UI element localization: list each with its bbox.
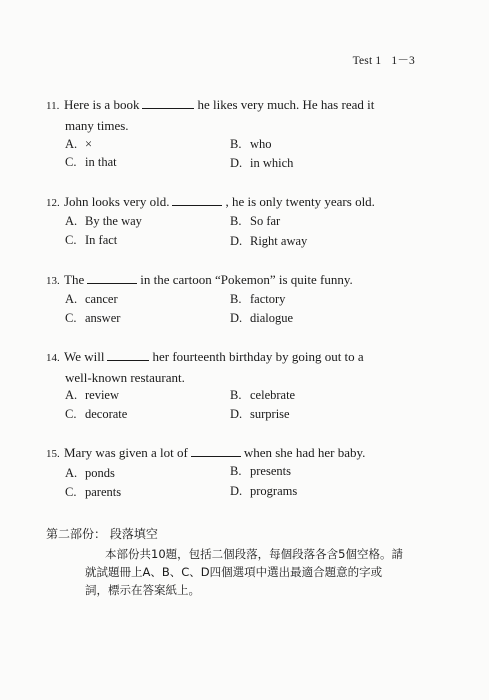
option-letter: B. — [230, 388, 242, 402]
stem-text-after: when she had her baby. — [243, 445, 366, 460]
question-number: 15. — [46, 448, 60, 460]
stem-text-before: Mary was given a lot of — [64, 445, 188, 460]
option-b — [230, 387, 295, 403]
option-text: celebrate — [250, 388, 296, 402]
stem-text-after: her fourteenth birthday by going out to a — [152, 349, 364, 364]
option-c — [65, 310, 120, 326]
option-text: parents — [85, 485, 122, 499]
option-letter: D. — [230, 484, 243, 498]
option-b — [230, 463, 291, 479]
option-text: decorate — [85, 407, 128, 421]
stem-text-after: , he is only twenty years old. — [225, 194, 375, 209]
option-a — [65, 291, 118, 307]
option-d — [230, 155, 293, 171]
option-text: cancer — [85, 292, 118, 306]
option-text: programs — [250, 484, 298, 498]
option-text: in that — [85, 155, 117, 169]
question-number: 12. — [46, 197, 60, 209]
option-a — [65, 213, 142, 229]
option-text: factory — [250, 292, 286, 306]
option-letter: C. — [65, 155, 77, 169]
option-d — [230, 406, 290, 422]
option-b — [230, 136, 272, 152]
option-letter: A. — [65, 388, 78, 402]
test-label: Test 1 — [352, 55, 382, 67]
stem-text-before: Here is a book — [64, 97, 140, 112]
stem-text-before: John looks very old. — [64, 194, 170, 209]
option-letter: C. — [65, 407, 77, 421]
answer-blank — [142, 98, 194, 109]
stem-text-before: We will — [64, 349, 105, 364]
option-letter: D. — [230, 234, 243, 248]
option-text: presents — [250, 464, 291, 478]
option-letter: A. — [65, 214, 78, 228]
stem-text-line2: well-known restaurant. — [65, 370, 185, 385]
instruction-line: 就試題冊上A、B、C、D四個選項中選出最適合題意的字或 — [85, 565, 383, 579]
stem-text-line2: many times. — [65, 118, 129, 133]
stem-text-after: he likes very much. He has read it — [197, 97, 375, 112]
answer-blank — [87, 273, 137, 284]
option-d — [230, 233, 307, 249]
option-text: Right away — [250, 234, 308, 248]
option-letter: C. — [65, 233, 77, 247]
option-c — [65, 406, 127, 422]
option-text: By the way — [85, 214, 142, 228]
option-letter: C. — [65, 485, 77, 499]
option-c — [65, 232, 117, 248]
option-letter: B. — [230, 137, 242, 151]
stem-text-before: The — [64, 272, 85, 287]
option-letter: B. — [230, 292, 242, 306]
option-b — [230, 213, 280, 229]
option-b — [230, 291, 285, 307]
page-header — [353, 52, 415, 68]
option-letter: B. — [230, 214, 242, 228]
question-stem — [46, 192, 406, 213]
option-letter: A. — [65, 466, 78, 480]
option-a — [65, 465, 115, 481]
option-d — [230, 310, 293, 326]
page-number: 1－3 — [391, 55, 415, 67]
question-stem — [46, 270, 406, 291]
part2-instructions — [85, 545, 415, 599]
option-text: answer — [85, 311, 121, 325]
question-stem — [46, 95, 406, 135]
option-text: review — [85, 388, 120, 402]
option-d — [230, 483, 297, 499]
answer-blank — [191, 446, 241, 457]
option-text: × — [85, 137, 93, 151]
instruction-line: 詞，標示在答案紙上。 — [85, 583, 200, 597]
option-letter: A. — [65, 137, 78, 151]
option-text: In fact — [85, 233, 118, 247]
option-letter: D. — [230, 311, 243, 325]
instruction-line: 本部份共10題，包括二個段落，每個段落各含5個空格。請 — [105, 547, 403, 561]
question-stem — [46, 347, 406, 387]
option-letter: B. — [230, 464, 242, 478]
option-c — [65, 154, 117, 170]
question-number: 11. — [46, 100, 60, 112]
question-stem — [46, 443, 406, 464]
option-letter: C. — [65, 311, 77, 325]
option-text: dialogue — [250, 311, 294, 325]
option-text: surprise — [250, 407, 290, 421]
option-c — [65, 484, 121, 500]
question-number: 14. — [46, 352, 60, 364]
option-text: ponds — [85, 466, 115, 480]
option-letter: D. — [230, 156, 243, 170]
option-text: who — [250, 137, 272, 151]
part2-heading: 第二部份： 段落填空 — [46, 527, 158, 541]
option-letter: D. — [230, 407, 243, 421]
option-letter: A. — [65, 292, 78, 306]
answer-blank — [107, 350, 149, 361]
option-text: So far — [250, 214, 281, 228]
option-a — [65, 136, 92, 152]
question-number: 13. — [46, 275, 60, 287]
stem-text-after: in the cartoon “Pokemon” is quite funny. — [140, 272, 353, 287]
option-text: in which — [250, 156, 294, 170]
option-a — [65, 387, 119, 403]
answer-blank — [172, 195, 222, 206]
